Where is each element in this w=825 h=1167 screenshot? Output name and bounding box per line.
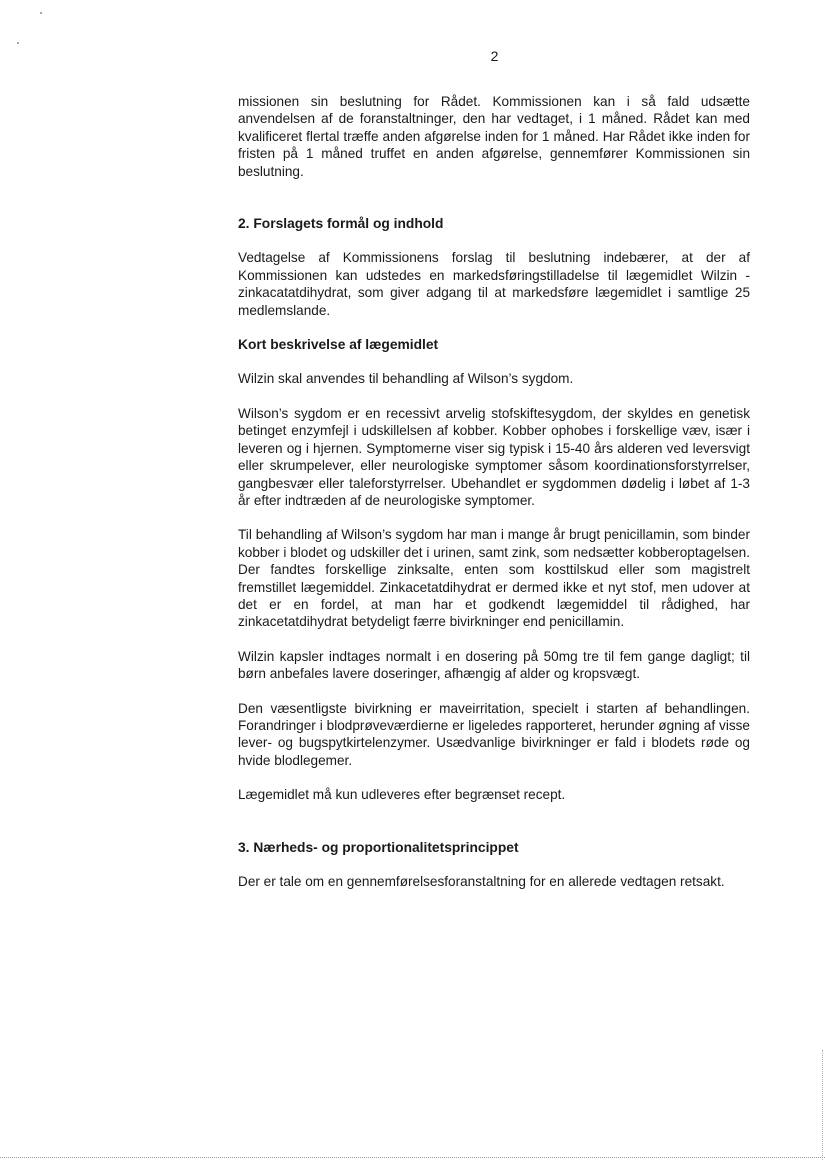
paragraph-treatment-history: Til behandling af Wilson’s sygdom har man i mange år brugt penicillamin, som binder kobber i blodet og udskiller det i urinen, samt zink, som nedsætter kobberoptagelsen. Der fandtes forskellige zinksalte, enten som kosttilskud eller som magistrelt fremstillet lægemiddel. Zinkacetatdihydrat er dermed ikke et nyt stof, men udover at det er en fordel, at man har et godkendt lægemiddel til rådighed, har zinkacetatdihydrat betydeligt færre bivirkninger end penicillamin.	[238, 527, 750, 630]
subheading-short-description: Kort beskrivelse af lægemidlet	[238, 337, 439, 353]
paragraph-commission-decision: missionen sin beslutning for Rådet. Kommissionen kan i så fald udsætte anvendelsen af de foranstaltninger, den har vedtaget, i 1 måned. Rådet kan med kvalificeret flertal træffe anden afgørelse inden for 1 måned. Har Rådet ikke inden for fristen på 1 måned truffet en anden afgørelse, gennemfører Kommissionen sin beslutning.	[238, 94, 750, 179]
paragraph-prescription: Lægemidlet må kun udleveres efter begrænset recept.	[238, 787, 566, 803]
paragraph-proposal-adoption: Vedtagelse af Kommissionens forslag til beslutning indebærer, at der af Kommissionen kan udstedes en markedsføringstilladelse til lægemidlet Wilzin - zinkacatatdihydrat, som giver adgang til at markedsføre lægemidlet i samtlige 25 medlemslande.	[238, 250, 750, 318]
section-heading-subsidiarity: 3. Nærheds- og proportionalitetsprincippet	[238, 839, 519, 855]
paragraph-implementing-measure: Der er tale om en gennemførelsesforanstaltning for en allerede vedtagen retsakt.	[238, 874, 725, 889]
scan-bottom-line	[0, 1157, 825, 1158]
page-number: 2	[490, 48, 499, 64]
scan-edge-line	[822, 1050, 823, 1160]
paragraph-side-effects: Den væsentligste bivirkning er maveirritation, specielt i starten af behandlingen. Forandringer i blodprøveværdierne er ligeledes rapporteret, herunder øgning af visse lever- og bugspytkirtelenzymer. Usædvanlige bivirkninger er fald i blodets røde og hvide blodlegemer.	[238, 700, 750, 768]
scan-speck	[40, 12, 42, 14]
section-heading-purpose: 2. Forslagets formål og indhold	[238, 216, 444, 232]
paragraph-wilsons-disease: Wilson’s sygdom er en recessivt arvelig stofskiftesygdom, der skyldes en genetisk betinget enzymfejl i udskillelsen af kobber. Kobber ophobes i forskellige væv, især i leveren og i hjernen. Symptomerne viser sig typisk i 15-40 års alderen ved leversvigt eller skrumpelever, eller neurologiske symptomer såsom koordinationsforstyrrelser, gangbesvær eller taleforstyrrelser. Ubehandlet er sygdommen dødelig i løbet af 1-3 år efter indtræden af de neurologiske symptomer.	[238, 405, 750, 508]
document-body	[238, 93, 750, 890]
scan-speck	[17, 42, 19, 44]
paragraph-dosage: Wilzin kapsler indtages normalt i en dosering på 50mg tre til fem gange dagligt; til børn anbefales lavere doseringer, afhængig af alder og kropsvægt.	[238, 648, 750, 682]
paragraph-wilzin-use: Wilzin skal anvendes til behandling af Wilson’s sygdom.	[238, 371, 574, 387]
